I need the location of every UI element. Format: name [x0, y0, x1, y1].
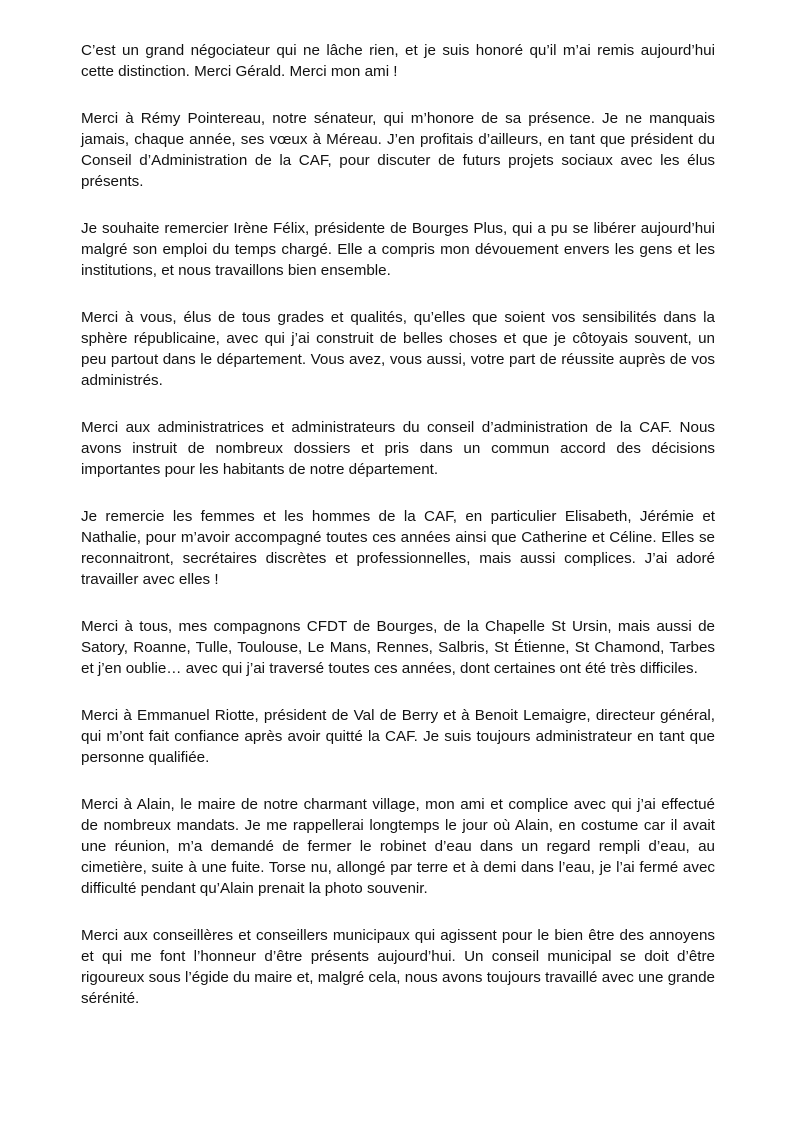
- paragraph-1: C’est un grand négociateur qui ne lâche rien, et je suis honoré qu’il m’ai remis aujourd’hui cette distinction. Merci Gérald. Merci mon ami !: [81, 42, 715, 80]
- document-page: [81, 40, 715, 1009]
- paragraph-6: Je remercie les femmes et les hommes de la CAF, en particulier Elisabeth, Jérémie et Nathalie, pour m’avoir accompagné toutes ces années ainsi que Catherine et Céline. Elles se reconnaitront, secrétaires discrètes et professionnelles, mais aussi complices. J’ai adoré travailler avec elles !: [81, 508, 715, 588]
- paragraph-9: Merci à Alain, le maire de notre charmant village, mon ami et complice avec qui j’ai effectué de nombreux mandats. Je me rappellerai longtemps le jour où Alain, en costume car il avait une réunion, m’a demandé de fermer le robinet d’eau dans un regard rempli d’eau, au cimetière, suite à une fuite. Torse nu, allongé par terre et à demi dans l’eau, je l’ai fermé avec difficulté pendant qu’Alain prenait la photo souvenir.: [81, 796, 715, 897]
- paragraph-10: Merci aux conseillères et conseillers municipaux qui agissent pour le bien être des annoyens et qui me font l’honneur d’être présents aujourd’hui. Un conseil municipal se doit d’être rigoureux sous l’égide du maire et, malgré cela, nous avons toujours travaillé avec une grande sérénité.: [81, 927, 715, 1007]
- paragraph-2: Merci à Rémy Pointereau, notre sénateur, qui m’honore de sa présence. Je ne manquais jamais, chaque année, ses vœux à Méreau. J’en profitais d’ailleurs, en tant que président du Conseil d’Administration de la CAF, pour discuter de futurs projets sociaux avec les élus présents.: [81, 110, 715, 190]
- paragraph-8: Merci à Emmanuel Riotte, président de Val de Berry et à Benoit Lemaigre, directeur général, qui m’ont fait confiance après avoir quitté la CAF. Je suis toujours administrateur en tant que personne qualifiée.: [81, 707, 715, 766]
- paragraph-7: Merci à tous, mes compagnons CFDT de Bourges, de la Chapelle St Ursin, mais aussi de Satory, Roanne, Tulle, Toulouse, Le Mans, Rennes, Salbris, St Étienne, St Chamond, Tarbes et j’en oublie… avec qui j’ai traversé toutes ces années, dont certaines ont été très difficiles.: [81, 618, 715, 677]
- paragraph-3: Je souhaite remercier Irène Félix, présidente de Bourges Plus, qui a pu se libérer aujourd’hui malgré son emploi du temps chargé. Elle a compris mon dévouement envers les gens et les institutions, et nous travaillons bien ensemble.: [81, 220, 715, 279]
- paragraph-5: Merci aux administratrices et administrateurs du conseil d’administration de la CAF. Nous avons instruit de nombreux dossiers et pris dans un commun accord des décisions importantes pour les habitants de notre département.: [81, 419, 715, 478]
- paragraph-4: Merci à vous, élus de tous grades et qualités, qu’elles que soient vos sensibilités dans la sphère républicaine, avec qui j’ai construit de belles choses et que je côtoyais souvent, un peu partout dans le département. Vous avez, vous aussi, votre part de réussite auprès de vos administrés.: [81, 309, 715, 389]
